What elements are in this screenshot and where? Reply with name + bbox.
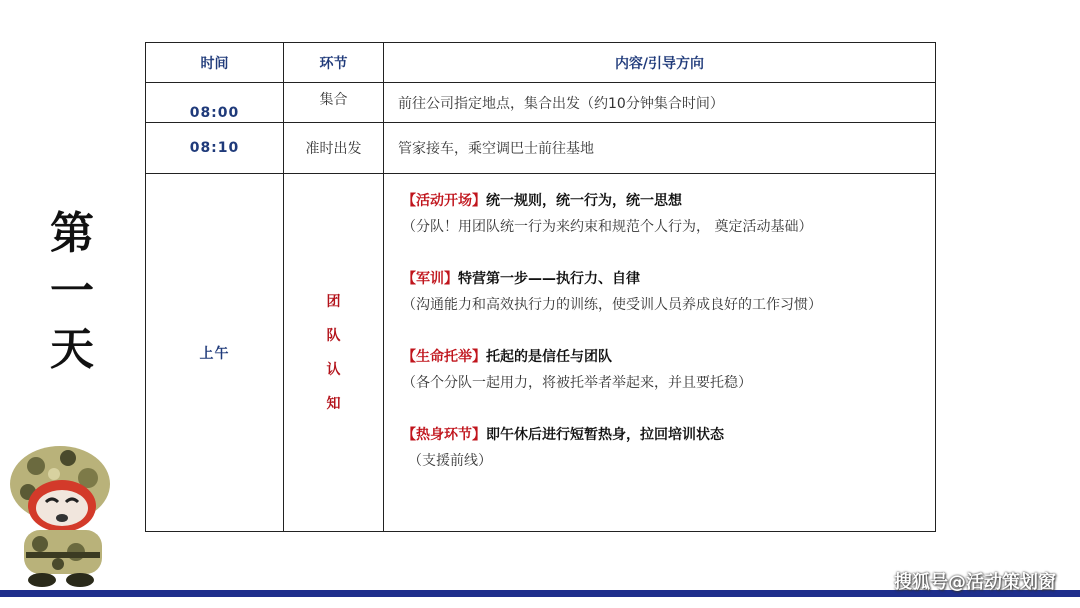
activity-title: 特营第一步——执行力、自律 [458,271,640,287]
activity-item [402,344,935,396]
activity-tag: 【热身环节】 [402,427,486,443]
activity-desc: （支援前线） [408,453,492,469]
segment-char: 知 [326,395,341,412]
soldier-mascot-icon [6,444,114,590]
header-content: 内容/引导方向 [384,43,936,83]
table-row [146,123,936,174]
segment-char: 团 [326,293,341,310]
activity-tag: 【活动开场】 [402,193,486,209]
activity-item [402,266,935,318]
activity-tag: 【生命托举】 [402,349,486,365]
activity-title: 托起的是信任与团队 [486,349,612,365]
watermark: 搜狐号@活动策划窗 [894,572,1056,593]
morning-segment [284,174,384,532]
activity-item [402,188,935,240]
activity-title: 统一规则，统一行为，统一思想 [486,193,682,209]
segment-char: 队 [326,327,341,344]
activity-tag: 【军训】 [402,271,458,287]
activity-desc: （沟通能力和高效执行力的训练，使受训人员养成良好的工作习惯） [402,297,822,313]
header-segment: 环节 [284,43,384,83]
schedule-table [145,42,936,532]
morning-time: 上午 [146,174,284,532]
activity-item [402,422,935,474]
row-time: 08:10 [146,123,284,174]
header-time: 时间 [146,43,284,83]
row-content: 前往公司指定地点，集合出发（约10分钟集合时间） [384,83,936,123]
row-time: 08:00 [146,83,284,123]
table-row [146,83,936,123]
activity-desc: （分队！用团队统一行为来约束和规范个人行为， 奠定活动基础） [402,219,813,235]
row-content: 管家接车，乘空调巴士前往基地 [384,123,936,174]
row-segment: 准时出发 [284,123,384,174]
table-header-row [146,43,936,83]
morning-items [384,174,936,532]
table-row-morning [146,174,936,532]
day-title-char-2: 一 [50,266,94,317]
activity-title: 即午休后进行短暂热身，拉回培训状态 [486,427,724,443]
segment-char: 认 [326,361,341,378]
day-title-char-1: 第 [50,208,94,259]
row-segment: 集合 [284,83,384,123]
day-title-char-3: 天 [50,324,94,375]
day-title [42,205,102,379]
activity-desc: （各个分队一起用力，将被托举者举起来，并且要托稳） [402,375,752,391]
